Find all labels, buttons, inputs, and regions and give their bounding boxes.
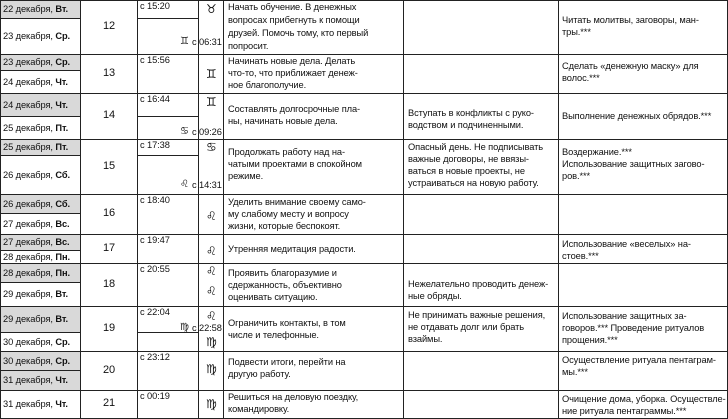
date-text: 30 декабря, (3, 337, 56, 347)
warning-text: Опасный день. Не подписывать (408, 142, 543, 152)
advice-text: оценивать ситуацию. (228, 292, 318, 302)
date-divider (0, 116, 80, 117)
advice-text: Начать обучение. В денежных (228, 2, 357, 12)
col-divider (558, 0, 559, 419)
weekday-text: Пн. (55, 268, 70, 278)
weekday-text: Сб. (55, 199, 70, 209)
advice-text: Проявить благоразумие и (228, 268, 337, 278)
date-text: 31 декабря, (3, 375, 56, 385)
ritual-text: волос.*** (562, 73, 600, 83)
warning-text: взаймы. (408, 334, 443, 344)
date-text: 28 декабря, (3, 252, 56, 262)
date-divider (0, 306, 80, 307)
taurus-icon: ♉ (206, 2, 217, 16)
advice-text: сдержанность, объективно (228, 280, 342, 290)
date-label (3, 4, 68, 15)
advice-text: числе и телефонные. (228, 330, 319, 340)
moonrise-time: с 18:40 (140, 195, 170, 205)
advice-text: жизни, которые беспокоят. (228, 221, 341, 231)
cancer-icon: ♋ (180, 126, 189, 137)
ritual-text: Сделать «денежную маску» для (562, 61, 699, 71)
virgo-icon: ♍ (180, 322, 189, 333)
row-divider (0, 306, 728, 307)
date-text: 26 декабря, (3, 170, 56, 180)
warning-text: Вступать в конфликты с руко- (408, 108, 534, 118)
sign-change-time: с 22:58 (192, 323, 222, 333)
moonrise-time: с 22:04 (140, 307, 170, 317)
date-divider (0, 93, 80, 94)
weekday-text: Чт. (55, 399, 68, 409)
ritual-text: Очищение дома, уборка. Осуществле- (562, 394, 726, 404)
date-label (3, 31, 70, 42)
ritual-text: Воздержание.*** (562, 147, 632, 157)
moonrise-time: с 23:12 (140, 352, 170, 362)
moonrise-time: с 15:20 (140, 1, 170, 11)
date-text: 26 декабря, (3, 199, 56, 209)
ritual-text: говоров.*** Проведение ритуалов (562, 323, 705, 333)
weekday-text: Ср. (55, 31, 71, 41)
col-divider (0, 0, 1, 419)
warning-text: ные обряды. (408, 291, 462, 301)
date-text: 28 декабря, (3, 268, 56, 278)
ritual-text: стоев.*** (562, 251, 599, 261)
weekday-text: Ср. (55, 356, 71, 366)
date-divider (0, 139, 80, 140)
date-divider (0, 155, 80, 156)
row-divider (0, 390, 728, 391)
advice-text: Утренняя медитация радости. (228, 244, 356, 254)
warning-text: ваться в новые проекты, не (408, 166, 525, 176)
date-text: 27 декабря, (3, 219, 56, 229)
moonrise-time: с 00:19 (140, 391, 170, 401)
date-label (3, 399, 68, 410)
warning-text: важные договоры, не ввязы- (408, 154, 529, 164)
ritual-text: Выполнение денежных обрядов.*** (562, 111, 712, 121)
date-divider (0, 390, 80, 391)
row-divider (0, 54, 728, 55)
date-text: 27 декабря, (3, 237, 56, 247)
advice-text: му слабому месту и вопросу (228, 209, 349, 219)
date-label (3, 219, 70, 230)
advice-text: Подвести итоги, перейти на (228, 357, 346, 367)
date-label (3, 375, 68, 386)
warning-text: Нежелательно проводить денеж- (408, 279, 549, 289)
row-divider (0, 351, 728, 352)
date-text: 23 декабря, (3, 31, 56, 41)
leo-icon: ♌ (206, 309, 217, 323)
row-divider (0, 0, 728, 1)
lunar-day-number: 15 (103, 160, 116, 172)
moonrise-time: с 17:38 (140, 140, 170, 150)
ritual-text: прощения.*** (562, 335, 618, 345)
date-label (3, 237, 70, 248)
gemini-icon: ♊ (206, 95, 217, 109)
advice-text: что-то, что приближает денеж- (228, 68, 358, 78)
sign-divider (137, 116, 198, 117)
date-text: 23 декабря, (3, 57, 56, 67)
row-divider (0, 234, 728, 235)
warning-text: водством и подчиненными. (408, 120, 524, 130)
ritual-text: ние ритуала пентаграммы.*** (562, 406, 687, 416)
advice-text: Ограничить контакты, в том (228, 318, 346, 328)
date-text: 29 декабря, (3, 289, 56, 299)
advice-text: вопросах прибегнуть к помощи (228, 15, 360, 25)
moonrise-time: с 20:55 (140, 264, 170, 274)
advice-text: ны, начинать новые дела. (228, 116, 338, 126)
date-label (3, 199, 70, 210)
weekday-text: Вс. (55, 219, 70, 229)
virgo-icon: ♍ (206, 362, 217, 376)
date-label (3, 170, 70, 181)
advice-text: командировку. (228, 404, 290, 414)
date-divider (0, 332, 80, 333)
date-label (3, 289, 68, 300)
weekday-text: Чт. (55, 100, 68, 110)
advice-text: Начинать новые дела. Делать (228, 56, 356, 66)
date-text: 31 декабря, (3, 399, 56, 409)
virgo-icon: ♍ (206, 397, 217, 411)
date-divider (0, 250, 80, 251)
advice-text: ное благополучие. (228, 80, 307, 90)
advice-text: Решиться на деловую поездку, (228, 392, 359, 402)
advice-text: другую работу. (228, 369, 291, 379)
row-divider (0, 194, 728, 195)
lunar-day-number: 21 (103, 397, 116, 409)
weekday-text: Чт. (55, 77, 68, 87)
warning-text: устраиваться на новую работу. (408, 178, 539, 188)
date-label (3, 142, 68, 153)
weekday-text: Пт. (55, 123, 69, 133)
lunar-day-number: 16 (103, 207, 116, 219)
advice-text: Уделить внимание своему само- (228, 197, 366, 207)
ritual-text: Использование «веселых» на- (562, 239, 691, 249)
leo-icon: ♌ (180, 179, 189, 190)
row-divider (0, 263, 728, 264)
date-divider (0, 0, 80, 1)
row-divider (0, 93, 728, 94)
date-text: 25 декабря, (3, 142, 56, 152)
weekday-text: Ср. (55, 57, 71, 67)
date-divider (0, 282, 80, 283)
weekday-text: Ср. (55, 337, 71, 347)
row-divider (0, 139, 728, 140)
advice-text: Составлять долгосрочные пла- (228, 104, 361, 114)
sign-change-time: с 09:26 (192, 127, 222, 137)
date-divider (0, 370, 80, 371)
date-text: 24 декабря, (3, 77, 56, 87)
weekday-text: Чт. (55, 375, 68, 385)
lunar-day-number: 18 (103, 278, 116, 290)
date-divider (0, 194, 80, 195)
date-label (3, 314, 68, 325)
ritual-text: Использование защитных за- (562, 311, 687, 321)
advice-text: друзей. Помочь тому, кто первый (228, 28, 369, 38)
date-text: 29 декабря, (3, 314, 56, 324)
weekday-text: Вт. (55, 4, 68, 14)
date-label (3, 268, 70, 279)
weekday-text: Сб. (55, 170, 70, 180)
sign-change-time: с 06:31 (192, 37, 222, 47)
lunar-day-number: 12 (103, 20, 116, 32)
lunar-day-number: 17 (103, 242, 116, 254)
weekday-text: Пн. (55, 252, 70, 262)
weekday-text: Пт. (55, 142, 69, 152)
col-divider (137, 0, 138, 419)
date-label (3, 252, 70, 263)
col-divider (80, 0, 81, 419)
warning-text: Не принимать важные решения, (408, 310, 546, 320)
weekday-text: Вт. (55, 289, 68, 299)
cancer-icon: ♋ (206, 140, 217, 154)
moonrise-time: с 15:56 (140, 55, 170, 65)
ritual-text: Читать молитвы, заговоры, ман- (562, 15, 699, 25)
leo-icon: ♌ (206, 264, 217, 278)
date-label (3, 123, 68, 134)
col-divider (403, 0, 404, 419)
date-divider (0, 234, 80, 235)
leo-icon: ♌ (206, 209, 217, 223)
date-divider (0, 54, 80, 55)
gemini-icon: ♊ (206, 67, 217, 81)
date-label (3, 77, 68, 88)
ritual-text: Осуществление ритуала пентаграм- (562, 355, 716, 365)
sign-change-time: с 14:31 (192, 180, 222, 190)
moonrise-time: с 16:44 (140, 94, 170, 104)
lunar-day-number: 14 (103, 109, 116, 121)
date-text: 30 декабря, (3, 356, 56, 366)
virgo-icon: ♍ (206, 335, 217, 349)
date-text: 25 декабря, (3, 123, 56, 133)
date-divider (0, 213, 80, 214)
ritual-text: мы.*** (562, 367, 588, 377)
leo-icon: ♌ (206, 284, 217, 298)
advice-text: режиме. (228, 171, 264, 181)
date-divider (0, 18, 80, 19)
col-divider (223, 0, 224, 419)
date-text: 24 декабря, (3, 100, 56, 110)
advice-text: чатыми проектами в спокойном (228, 159, 362, 169)
moonrise-time: с 19:47 (140, 235, 170, 245)
sign-divider (137, 155, 198, 156)
leo-icon: ♌ (206, 244, 217, 258)
date-label (3, 57, 70, 68)
date-label (3, 356, 70, 367)
lunar-day-number: 13 (103, 67, 116, 79)
warning-text: не отдавать долг или брать (408, 322, 525, 332)
date-divider (0, 263, 80, 264)
advice-text: попросит. (228, 41, 269, 51)
lunar-day-number: 20 (103, 364, 116, 376)
date-divider (0, 351, 80, 352)
sign-divider (137, 18, 198, 19)
ritual-text: ров.*** (562, 171, 591, 181)
lunar-day-number: 19 (103, 322, 116, 334)
ritual-text: Использование защитных загово- (562, 159, 705, 169)
advice-text: Продолжать работу над на- (228, 147, 345, 157)
date-label (3, 337, 70, 348)
ritual-text: тры.*** (562, 27, 591, 37)
col-divider (198, 0, 199, 419)
weekday-text: Вт. (55, 314, 68, 324)
gemini-icon: ♊ (180, 36, 189, 47)
date-text: 22 декабря, (3, 4, 56, 14)
date-divider (0, 70, 80, 71)
weekday-text: Вс. (55, 237, 70, 247)
date-label (3, 100, 68, 111)
